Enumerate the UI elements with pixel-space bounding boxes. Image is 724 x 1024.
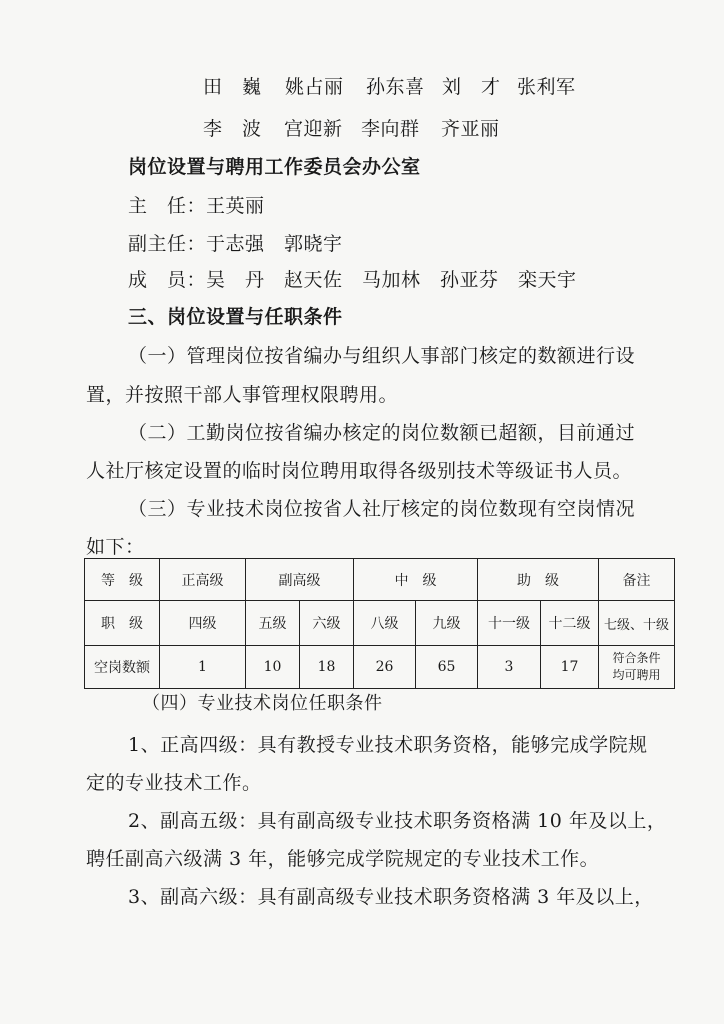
member-name: 田 巍	[203, 76, 262, 98]
table-cell: 六级	[300, 601, 354, 646]
deputy-director-names: 于志强 郭晓宇	[206, 233, 343, 255]
item-2-line-1: 2、副高五级：具有副高级专业技术职务资格满 10 年及以上，	[128, 810, 667, 832]
director-names: 王英丽	[206, 195, 265, 217]
table-row-label: 职 级	[85, 601, 160, 646]
committee-members-row-2	[203, 117, 500, 141]
item-2-line-2: 聘任副高六级满 3 年，能够完成学院规定的专业技术工作。	[86, 848, 600, 870]
director-label: 主 任：	[128, 195, 207, 217]
table-cell: 1	[160, 646, 246, 689]
table-header-cell: 备注	[599, 559, 675, 601]
table-cell: 3	[478, 646, 541, 689]
members-label: 成 员：	[128, 269, 207, 291]
section-4-heading: （四）专业技术岗位任职条件	[142, 693, 383, 714]
member-name: 李 波	[203, 118, 262, 140]
member-name: 刘 才	[442, 76, 501, 98]
deputy-director-label: 副主任：	[128, 233, 207, 255]
member-name: 宫迎新	[284, 118, 343, 140]
table-remark-cell	[599, 646, 675, 689]
member-name: 李向群	[361, 118, 420, 140]
vacancy-table	[84, 558, 675, 689]
office-heading: 岗位设置与聘用工作委员会办公室	[128, 156, 421, 178]
paragraph-3-line-1: （三）专业技术岗位按省人社厅核定的岗位数现有空岗情况	[128, 498, 636, 520]
table-cell: 四级	[160, 601, 246, 646]
table-header-cell: 等 级	[85, 559, 160, 601]
table-cell: 18	[300, 646, 354, 689]
member-name: 张利军	[517, 76, 576, 98]
members-names: 吴 丹 赵天佐 马加林 孙亚芬 栾天宇	[206, 269, 577, 291]
item-3-line-1: 3、副高六级：具有副高级专业技术职务资格满 3 年及以上，	[128, 886, 654, 908]
table-cell: 十二级	[541, 601, 599, 646]
table-cell: 十一级	[478, 601, 541, 646]
remark-line: 符合条件	[612, 651, 661, 665]
item-1-line-1: 1、正高四级：具有教授专业技术职务资格，能够完成学院规	[128, 734, 648, 756]
director-line	[128, 194, 265, 218]
member-name: 齐亚丽	[441, 118, 500, 140]
table-cell: 七级、十级	[599, 601, 675, 646]
members-line	[128, 268, 577, 292]
table-header-cell: 助 级	[478, 559, 599, 601]
paragraph-2-line-1: （二）工勤岗位按省编办核定的岗位数额已超额，目前通过	[128, 422, 636, 444]
table-cell: 五级	[246, 601, 300, 646]
committee-members-row-1	[203, 75, 576, 99]
table-cell: 10	[246, 646, 300, 689]
table-row-label: 空岗数额	[85, 646, 160, 689]
table-header-cell: 正高级	[160, 559, 246, 601]
table-cell: 九级	[416, 601, 478, 646]
table-cell: 17	[541, 646, 599, 689]
member-name: 孙东喜	[366, 76, 425, 98]
table-cell: 26	[354, 646, 416, 689]
paragraph-1-line-1: （一）管理岗位按省编办与组织人事部门核定的数额进行设	[128, 345, 636, 367]
table-row	[85, 646, 675, 689]
table-row	[85, 601, 675, 646]
table-header-cell: 副高级	[246, 559, 354, 601]
table-header-cell: 中 级	[354, 559, 478, 601]
table-cell: 65	[416, 646, 478, 689]
table-cell: 八级	[354, 601, 416, 646]
member-name: 姚占丽	[285, 76, 344, 98]
deputy-director-line	[128, 232, 343, 256]
section-3-heading: 三、岗位设置与任职条件	[128, 306, 343, 328]
paragraph-1-line-2: 置，并按照干部人事管理权限聘用。	[86, 384, 399, 406]
paragraph-3-line-2: 如下：	[86, 536, 145, 558]
paragraph-2-line-2: 人社厅核定设置的临时岗位聘用取得各级别技术等级证书人员。	[86, 460, 633, 482]
item-1-line-2: 定的专业技术工作。	[86, 772, 262, 794]
remark-line: 均可聘用	[612, 668, 661, 682]
table-row	[85, 559, 675, 601]
